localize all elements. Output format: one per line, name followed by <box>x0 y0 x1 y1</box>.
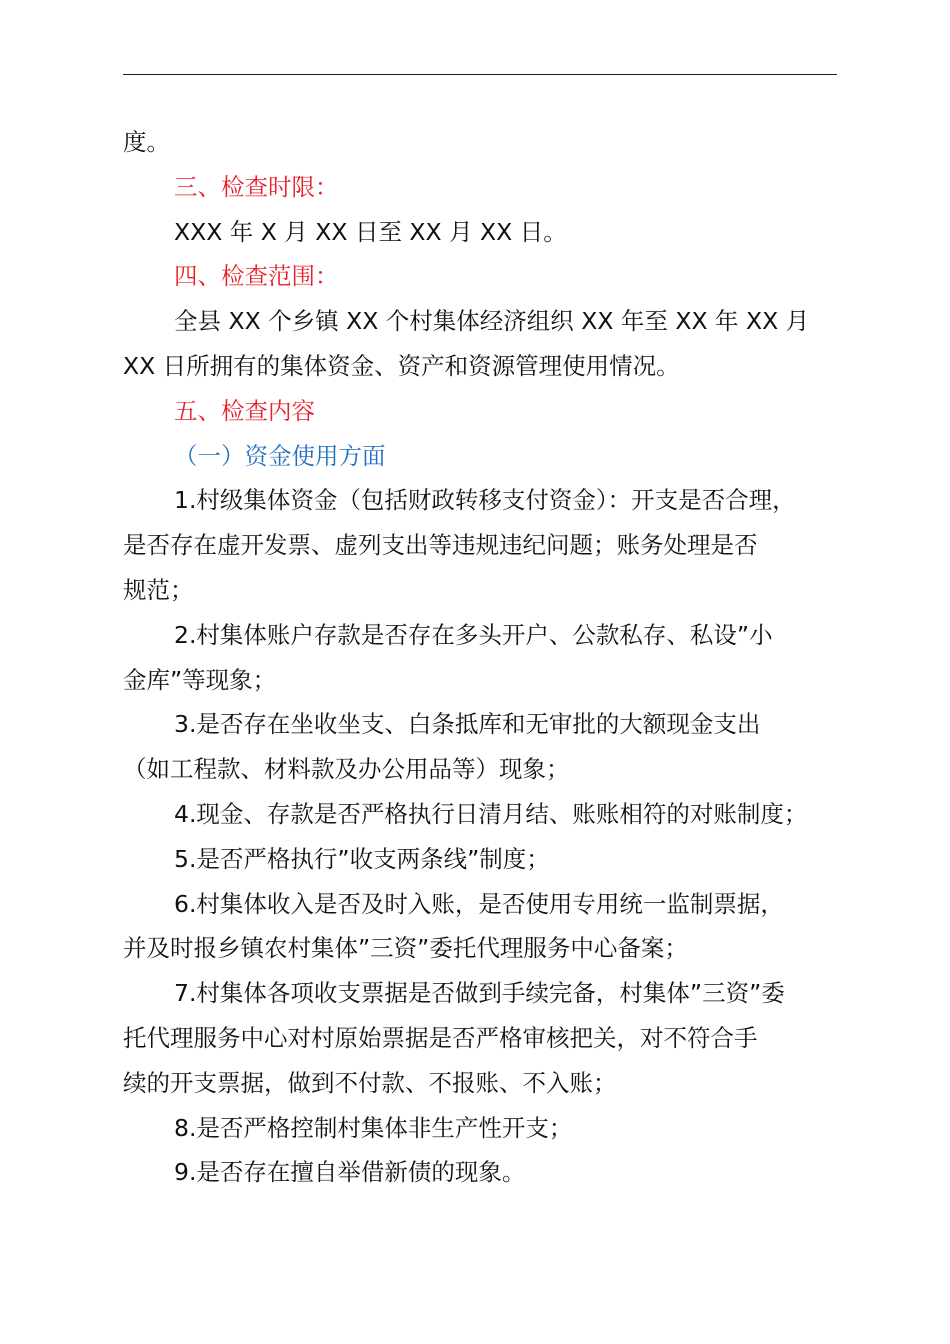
list-item-2: 2.村集体账户存款是否存在多头开户、公款私存、私设”小 <box>174 620 773 649</box>
document-body <box>123 120 837 1195</box>
list-item-8: 8.是否严格控制村集体非生产性开支； <box>174 1113 573 1142</box>
section-heading-content: 五、检查内容 <box>174 396 315 425</box>
text-line: 并及时报乡镇农村集体”三资”委托代理服务中心备案； <box>123 934 688 963</box>
text-line: 续的开支票据，做到不付款、不报账、不入账； <box>123 1068 617 1097</box>
text-line: 规范； <box>123 575 194 604</box>
text-line: XXX 年 X 月 XX 日至 XX 月 XX 日。 <box>174 217 567 246</box>
subsection-heading-fund-use: （一）资金使用方面 <box>174 441 386 470</box>
header-rule <box>123 74 837 75</box>
list-item-1: 1.村级集体资金（包括财政转移支付资金）：开支是否合理， <box>174 486 796 515</box>
text-line: 托代理服务中心对村原始票据是否严格审核把关，对不符合手 <box>123 1023 758 1052</box>
text-line: 金库”等现象； <box>123 665 277 694</box>
text-line: 是否存在虚开发票、虚列支出等违规违纪问题；账务处理是否 <box>123 531 758 560</box>
list-item-5: 5.是否严格执行”收支两条线”制度； <box>174 844 550 873</box>
text-line: （如工程款、材料款及办公用品等）现象； <box>123 755 570 784</box>
list-item-6: 6.村集体收入是否及时入账，是否使用专用统一监制票据， <box>174 889 784 918</box>
list-item-3: 3.是否存在坐收坐支、白条抵库和无审批的大额现金支出 <box>174 710 761 739</box>
section-heading-scope: 四、检查范围： <box>174 262 339 291</box>
text-line: 全县 XX 个乡镇 XX 个村集体经济组织 XX 年至 XX 年 XX 月 <box>174 307 810 336</box>
list-item-4: 4.现金、存款是否严格执行日清月结、账账相符的对账制度； <box>174 799 808 828</box>
text-line: 度。 <box>123 128 170 156</box>
list-item-9: 9.是否存在擅自举借新债的现象。 <box>174 1158 526 1187</box>
list-item-7: 7.村集体各项收支票据是否做到手续完备，村集体”三资”委 <box>174 979 785 1008</box>
section-heading-time-limit: 三、检查时限： <box>174 172 339 201</box>
text-line: XX 日所拥有的集体资金、资产和资源管理使用情况。 <box>123 351 680 380</box>
